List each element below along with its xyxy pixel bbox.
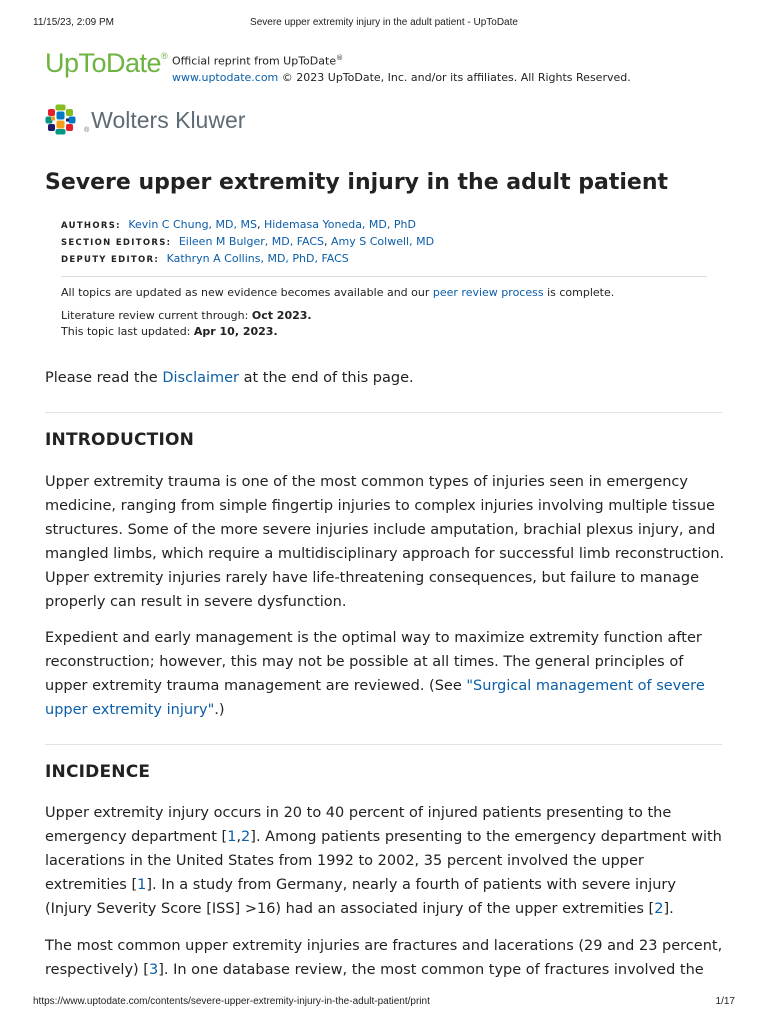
intro-p2-suffix: .) (214, 702, 225, 718)
review-note (61, 285, 707, 301)
lit-review-label: Literature review current through: (61, 309, 252, 322)
reprint-reg: ® (336, 54, 344, 62)
last-updated-label: This topic last updated: (61, 325, 194, 338)
brand-bar (45, 46, 725, 86)
section-divider (45, 412, 722, 413)
uptodate-site-link[interactable]: www.uptodate.com (172, 70, 279, 84)
disclaimer-pre: Please read the (45, 370, 163, 386)
incidence-p1-text: Upper extremity injury occurs in 20 to 40 percent of injured patients presenting to the emergency department [ (45, 805, 672, 845)
uptodate-logo-text: UpToDate (45, 48, 162, 78)
peer-review-link[interactable]: peer review process (432, 286, 544, 299)
authors-line: AUTHORS: Kevin C Chung, MD, MS, Hidemasa Yoneda, MD, PhD (61, 218, 416, 231)
article-title: Severe upper extremity injury in the adult patient (45, 170, 669, 195)
uptodate-logo[interactable] (45, 48, 167, 79)
wolters-kluwer-logo (45, 104, 265, 136)
lit-review-date: Oct 2023. (251, 309, 312, 322)
author-link[interactable]: Hidemasa Yoneda, MD, PhD (263, 218, 416, 231)
print-datetime: 11/15/23, 2:09 PM (33, 17, 114, 28)
print-page-title: Severe upper extremity injury in the adult patient - UpToDate (250, 17, 518, 28)
introduction-paragraph-1: Upper extremity trauma is one of the most common types of injuries seen in emergency medicine, ranging from simple fingertip injuries to complex injuries involving multiple tissue structures. Some of the more severe injuries include amputation, brachial plexus injury, and mangled limbs, which require a multidisciplinary approach for successful limb reconstruction. Upper extremity injuries rarely have life-threatening consequences, but failure to manage properly can result in severe dysfunction. (45, 474, 725, 610)
reprint-notice (172, 50, 631, 86)
incidence-p2-text: ]. In one database review, the most common type of fractures involved the (158, 962, 704, 978)
uptodate-logo-reg: ® (161, 51, 168, 61)
intro-p2-text: Expedient and early management is the optimal way to maximize extremity function after reconstruction; however, this may not be possible at all times. The general principles of upper extremity trauma management are reviewed. (See (45, 630, 702, 694)
article-meta (61, 217, 707, 340)
author-link[interactable]: Kevin C Chung, MD, MS (128, 218, 257, 231)
last-updated-date: Apr 10, 2023. (193, 325, 278, 338)
reference-link[interactable]: 2 (654, 901, 664, 917)
incidence-heading: INCIDENCE (45, 762, 151, 782)
incidence-p1-text: ]. In a study from Germany, nearly a fourth of patients with severe injury (Injury Severity Score [ISS] >16) had an associated injury of the upper extremities [ (45, 877, 676, 917)
section-editor-link[interactable]: Amy S Colwell, MD (331, 235, 435, 248)
deputy-editor-link[interactable]: Kathryn A Collins, MD, PhD, FACS (166, 252, 349, 265)
ref-separator: , (236, 829, 242, 845)
incidence-paragraph-1 (45, 801, 725, 921)
print-footer (33, 996, 735, 1010)
print-url: https://www.uptodate.com/contents/severe-upper-extremity-injury-in-the-adult-patient/print (33, 996, 430, 1007)
section-editor-link[interactable]: Eileen M Bulger, MD, FACS (178, 235, 325, 248)
wolters-kluwer-mark-icon (45, 104, 76, 135)
section-divider (45, 744, 722, 745)
reference-link[interactable]: 3 (148, 962, 159, 978)
last-updated-line (61, 324, 707, 340)
review-note-text: All topics are updated as new evidence becomes available and our (61, 286, 433, 299)
incidence-paragraph-2 (45, 934, 725, 982)
wolters-kluwer-reg: ® (84, 127, 90, 134)
deputy-editor-line (61, 251, 707, 268)
reprint-text: Official reprint from UpToDate (172, 54, 337, 68)
section-editors-line: SECTION EDITORS: Eileen M Bulger, MD, FACS, Amy S Colwell, MD (61, 235, 435, 248)
reference-link[interactable]: 1 (227, 829, 237, 845)
reference-link[interactable]: 1 (137, 877, 147, 893)
review-note-suffix: is complete. (543, 286, 615, 299)
introduction-paragraph-2 (45, 626, 725, 722)
authors-label: AUTHORS: (61, 221, 121, 231)
reference-link[interactable]: 2 (241, 829, 251, 845)
incidence-p1-text: ]. (663, 901, 674, 917)
incidence-p1-text: ]. Among patients presenting to the emergency department with lacerations in the United States from 1992 to 2002, 35 percent involved the upper extremities [ (45, 829, 722, 893)
deputy-editor-label: DEPUTY EDITOR: (61, 255, 160, 265)
lit-review-line (61, 308, 707, 324)
section-editors-label: SECTION EDITORS: (61, 238, 172, 248)
wolters-kluwer-name: Wolters Kluwer (91, 107, 246, 133)
disclaimer-link[interactable]: Disclaimer (162, 370, 240, 386)
print-page-number: 1/17 (715, 996, 735, 1007)
introduction-heading: INTRODUCTION (45, 430, 195, 450)
copyright-text: © 2023 UpToDate, Inc. and/or its affiliates. All Rights Reserved. (281, 70, 631, 84)
surgical-management-link[interactable]: "Surgical management of severe upper extremity injury" (45, 678, 705, 718)
incidence-p2-text: The most common upper extremity injuries are fractures and lacerations (29 and 23 percent, respectively) [ (45, 938, 723, 978)
meta-divider (61, 276, 707, 277)
disclaimer-post: at the end of this page. (239, 370, 414, 386)
print-header (33, 17, 735, 31)
disclaimer-note (45, 366, 725, 390)
